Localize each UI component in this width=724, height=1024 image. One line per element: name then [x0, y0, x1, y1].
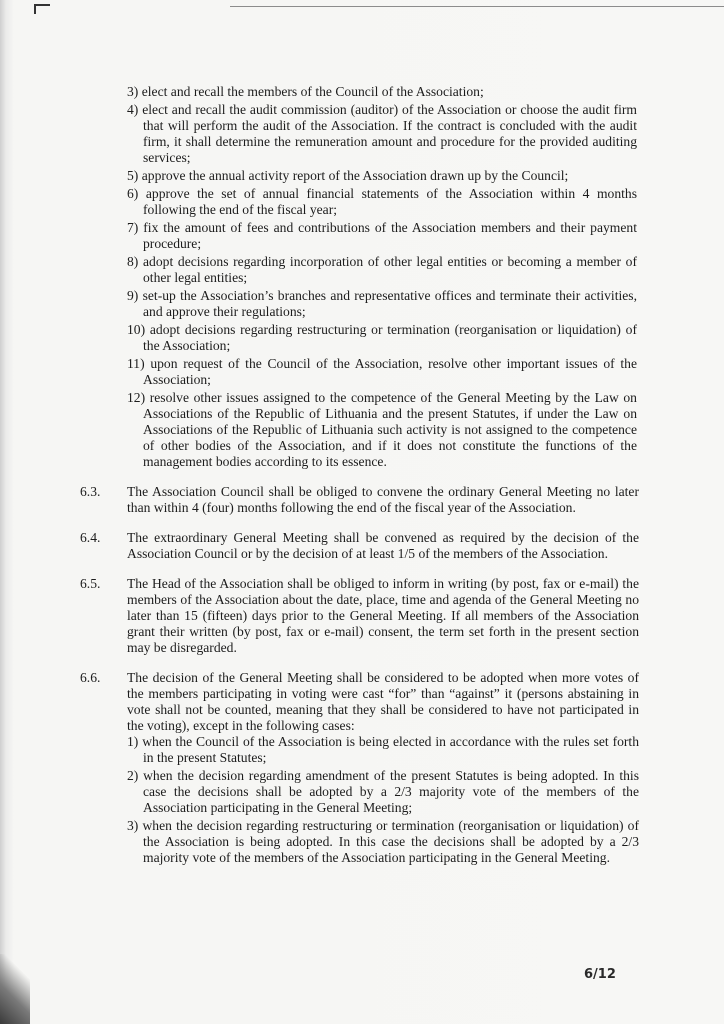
clause-6-4 — [80, 530, 639, 562]
item-marker: 8) — [127, 254, 139, 269]
list-item — [127, 102, 637, 166]
item-text: resolve other issues assigned to the competence of the General Meeting by the Law on Associations of the Republic of Lithuania and the present Statutes, if under the Law on Associations of the Republic of Lithuania such activity is not assigned to the competence of other bodies of the Association, and if it does not constitute the functions of the management bodies according to its essence. — [143, 390, 637, 469]
item-marker: 7) — [127, 220, 139, 235]
item-text: adopt decisions regarding restructuring or termination (reorganisation or liquidation) of the Association; — [143, 322, 637, 353]
list-item — [127, 254, 637, 286]
item-text: when the decision regarding amendment of the present Statutes is being adopted. In this case the decisions shall be adopted by a 2/3 majority vote of the members of the Association participating in the General Meeting; — [143, 768, 639, 815]
document-body — [0, 84, 724, 868]
list-item — [127, 220, 637, 252]
clause-6-6 — [80, 670, 640, 866]
item-marker: 10) — [127, 322, 146, 337]
list-item — [127, 768, 639, 816]
list-item — [127, 84, 637, 100]
item-text: set-up the Association’s branches and representative offices and terminate their activities, and approve their regulations; — [142, 288, 637, 319]
clause-number: 6.4. — [80, 530, 101, 545]
item-marker: 12) — [127, 390, 146, 405]
item-text: upon request of the Council of the Association, resolve other important issues of the Association; — [143, 356, 637, 387]
list-item — [127, 322, 637, 354]
item-marker: 5) — [127, 168, 139, 183]
list-item — [127, 390, 637, 470]
competence-list — [127, 84, 637, 470]
item-text: when the Council of the Association is being elected in accordance with the rules set forth in the present Statutes; — [142, 734, 640, 765]
scan-top-edge — [230, 6, 724, 7]
item-marker: 6) — [127, 186, 139, 201]
item-text: elect and recall the audit commission (auditor) of the Association or choose the audit firm that will perform the audit of the Association. If the contract is concluded with the audit firm, it shall determine the remuneration amount and procedure for the provided auditing services; — [142, 102, 637, 165]
item-marker: 2) — [127, 768, 139, 783]
clause-6-3 — [80, 484, 639, 516]
list-item — [127, 818, 639, 866]
item-text: fix the amount of fees and contributions of the Association members and their payment procedure; — [143, 220, 637, 251]
item-text: when the decision regarding restructuring or termination (reorganisation or liquidation) of the Association is being adopted. In this case the decisions shall be adopted by a 2/3 majority vote of the members of the Association participating in the General Meeting. — [142, 818, 639, 865]
list-item — [127, 186, 637, 218]
item-marker: 1) — [127, 734, 139, 749]
clause-text: The extraordinary General Meeting shall be convened as required by the decision of the Association Council or by the decision of at least 1/5 of the members of the Association. — [127, 530, 639, 561]
item-text: elect and recall the members of the Council of the Association; — [141, 84, 484, 99]
item-marker: 11) — [127, 356, 145, 371]
item-text: approve the annual activity report of the Association drawn up by the Council; — [141, 168, 569, 183]
item-marker: 3) — [127, 84, 139, 99]
list-item — [127, 168, 637, 184]
page-number: 6/12 — [584, 967, 616, 982]
clause-text: The decision of the General Meeting shall be considered to be adopted when more votes of the members participating in voting were cast “for” than “against” it (persons abstaining in vote shall not be counted, meaning that they shall be considered to have not participated in the voting), except in the following cases: — [127, 670, 639, 733]
list-item — [127, 288, 637, 320]
item-marker: 4) — [127, 102, 139, 117]
list-item — [127, 356, 637, 388]
list-item — [127, 734, 639, 766]
item-marker: 3) — [127, 818, 139, 833]
scan-corner-mark — [34, 4, 50, 14]
clause-text: The Head of the Association shall be obliged to inform in writing (by post, fax or e-mail) the members of the Association about the date, place, time and agenda of the General Meeting no later than 15 (fifteen) days prior to the General Meeting. If all members of the Association grant their written (by post, fax or e-mail) consent, the term set forth in the present section may be disregarded. — [127, 576, 639, 655]
item-text: adopt decisions regarding incorporation of other legal entities or becoming a member of other legal entities; — [143, 254, 637, 285]
clause-number: 6.3. — [80, 484, 101, 499]
clause-text: The Association Council shall be obliged to convene the ordinary General Meeting no later than within 4 (four) months following the end of the fiscal year of the Association. — [127, 484, 639, 515]
item-text: approve the set of annual financial statements of the Association within 4 months following the end of the fiscal year; — [143, 186, 637, 217]
clause-6-5 — [80, 576, 639, 656]
clause-number: 6.5. — [80, 576, 101, 591]
clause-number: 6.6. — [80, 670, 101, 685]
item-marker: 9) — [127, 288, 139, 303]
exception-list — [127, 734, 639, 866]
scan-shadow — [0, 954, 30, 1024]
